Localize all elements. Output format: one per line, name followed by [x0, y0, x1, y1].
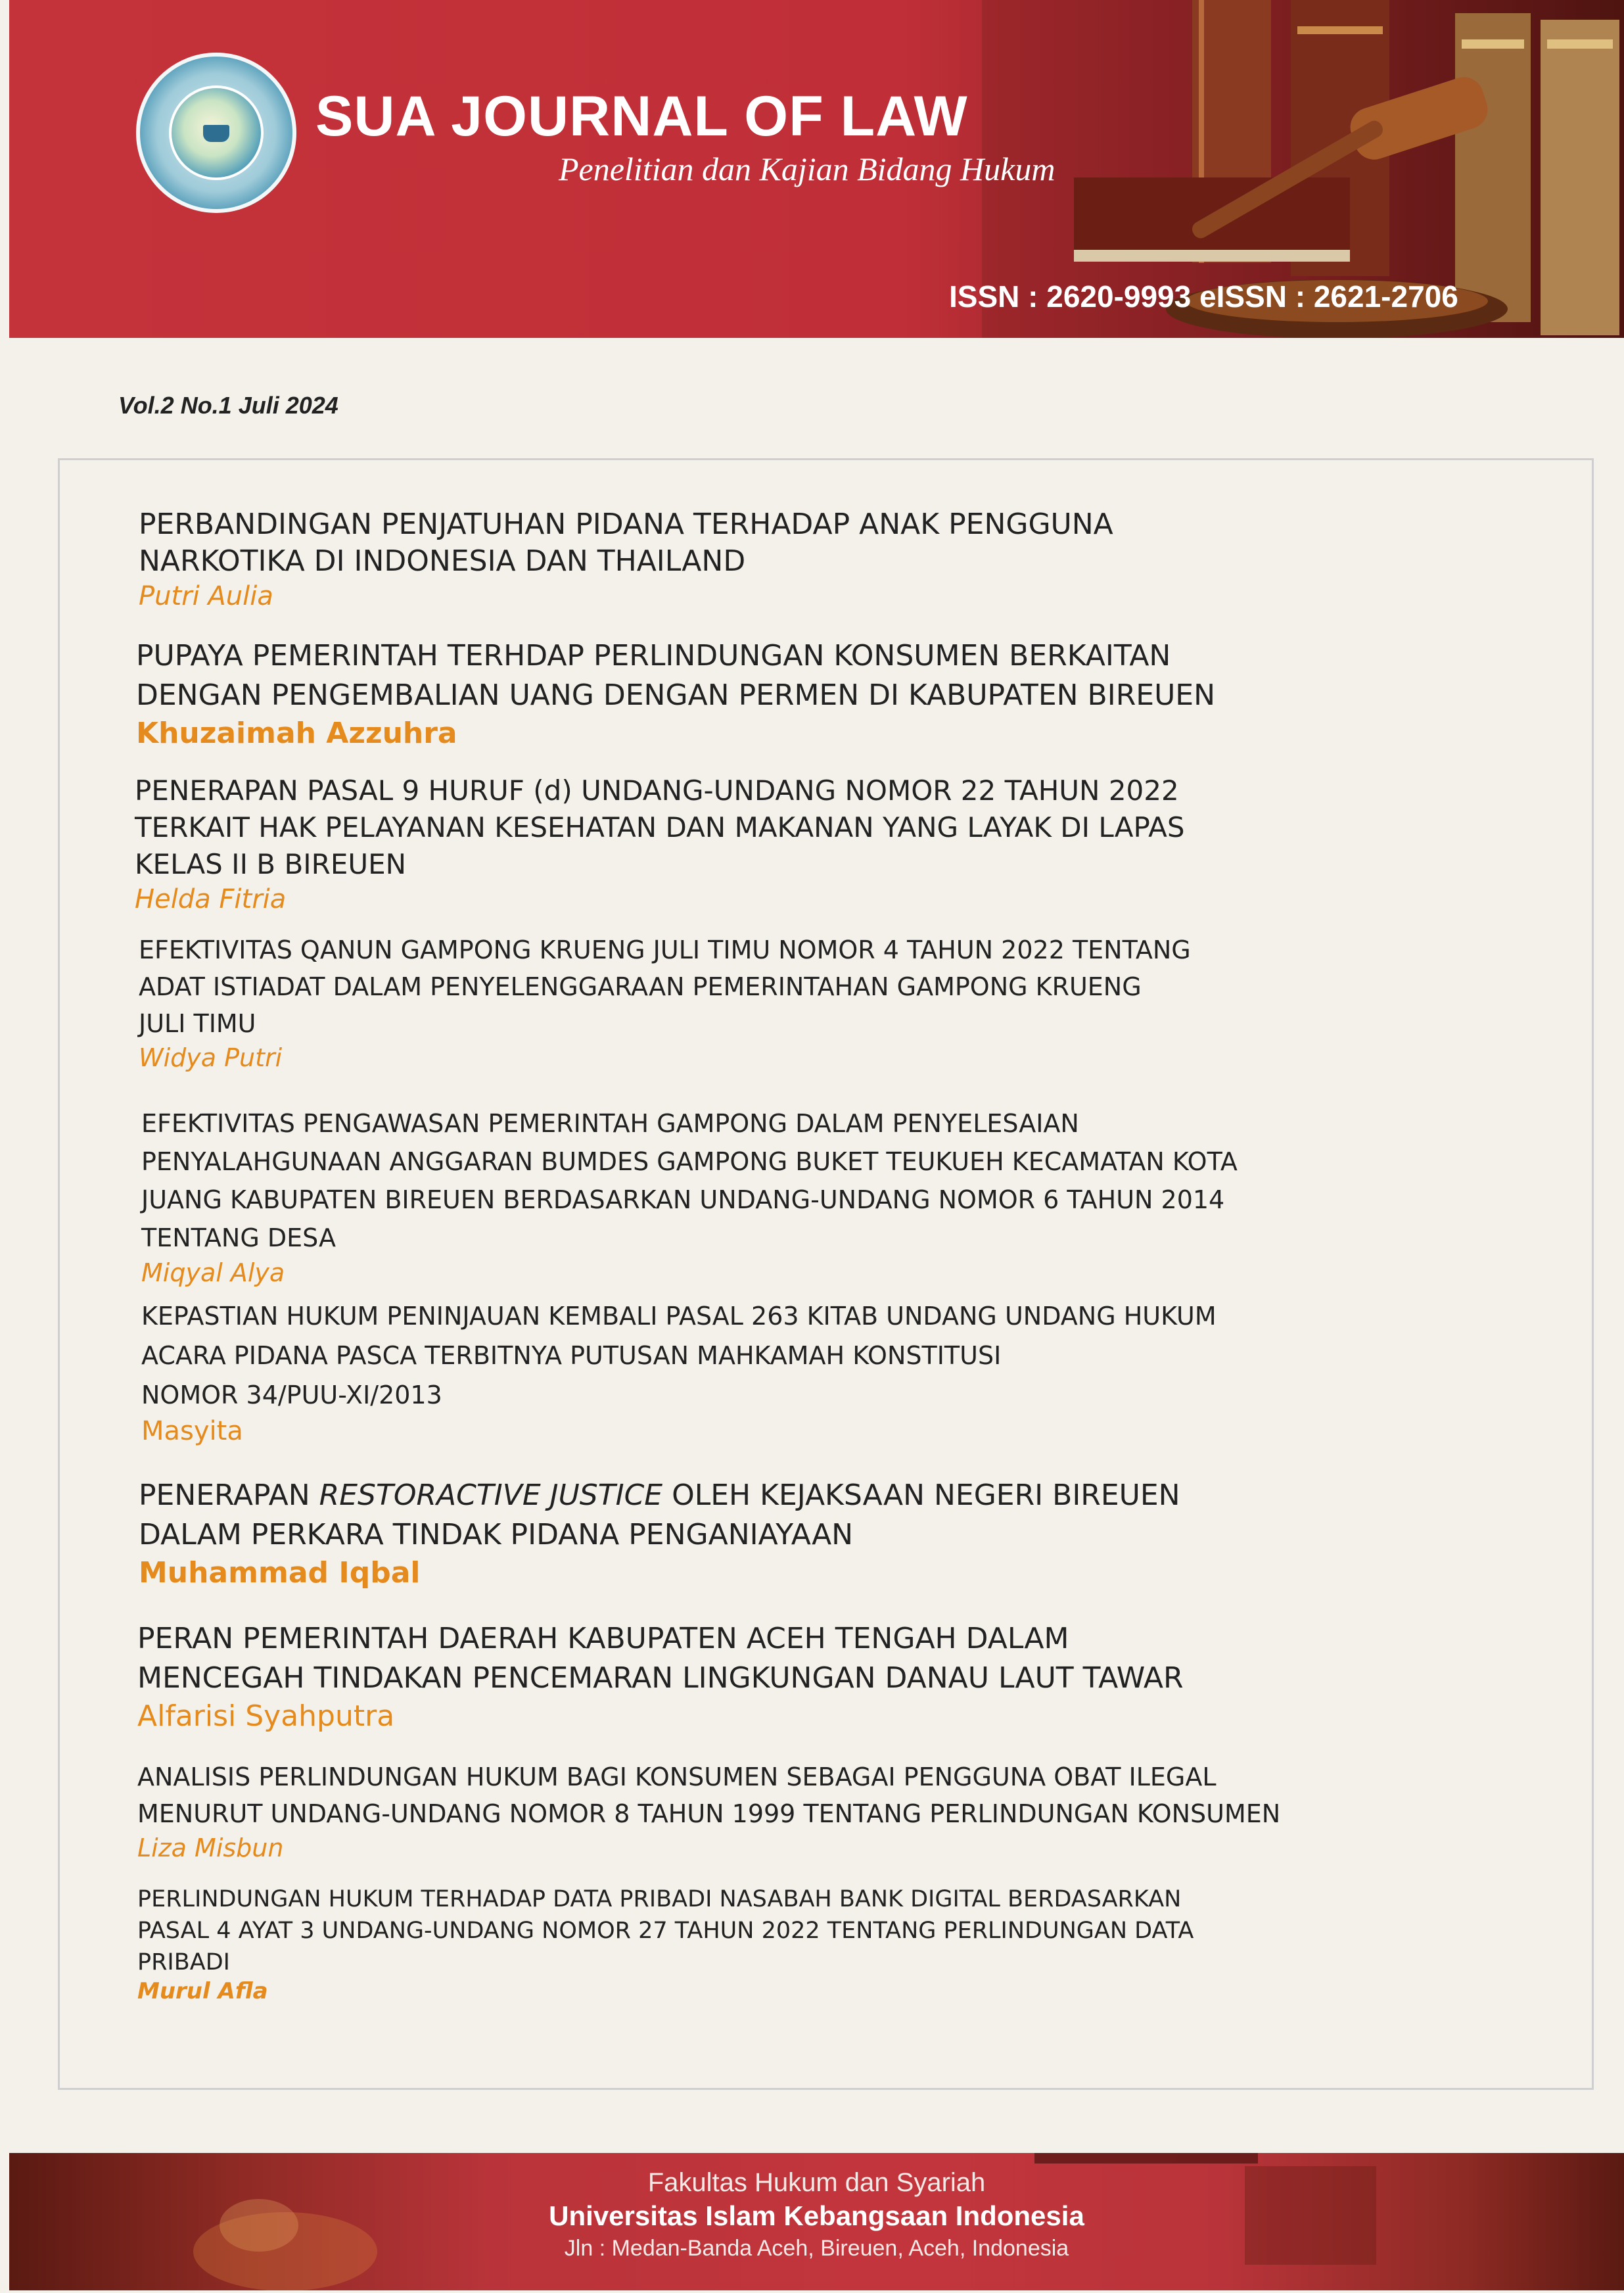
article-title: [141, 1104, 1238, 1257]
issn-label: ISSN : 2620-9993 eISSN : 2621-2706: [949, 279, 1458, 314]
article-author: Putri Aulia: [139, 581, 273, 611]
table-of-contents: [58, 458, 1594, 2090]
article-title-line: TERKAIT HAK PELAYANAN KESEHATAN DAN MAKANAN YANG LAYAK DI LAPAS: [135, 811, 1185, 843]
article-title: [139, 1476, 1180, 1555]
article-title-line: KELAS II B BIREUEN: [135, 848, 407, 880]
institution-address: Jln : Medan-Banda Aceh, Bireuen, Aceh, Indonesia: [564, 2236, 1069, 2261]
university-name: Universitas Islam Kebangsaan Indonesia: [549, 2200, 1084, 2231]
article-author: Murul Afla: [137, 1978, 268, 2004]
article-title-line: PUPAYA PEMERINTAH TERHDAP PERLINDUNGAN KONSUMEN BERKAITAN: [136, 639, 1171, 673]
article-title-line: ADAT ISTIADAT DALAM PENYELENGGARAAN PEMERINTAHAN GAMPONG KRUENG: [139, 972, 1142, 1001]
article-title: [137, 1619, 1184, 1698]
article-author: Liza Misbun: [137, 1833, 284, 1862]
article-author: Alfarisi Syahputra: [137, 1699, 395, 1733]
article-title-line: JULI TIMU: [139, 1009, 256, 1038]
article-author: Muhammad Iqbal: [139, 1556, 421, 1590]
article-author: Widya Putri: [139, 1043, 283, 1072]
article-title-line: JUANG KABUPATEN BIREUEN BERDASARKAN UNDANG-UNDANG NOMOR 6 TAHUN 2014: [141, 1185, 1225, 1214]
seal-globe-icon: [169, 85, 264, 180]
article-title-line: DENGAN PENGEMBALIAN UANG DENGAN PERMEN DI KABUPATEN BIREUEN: [136, 678, 1215, 712]
article-title: [135, 772, 1185, 883]
article-entry: [135, 772, 1185, 914]
article-title-line: PASAL 4 AYAT 3 UNDANG-UNDANG NOMOR 27 TAHUN 2022 TENTANG PERLINDUNGAN DATA: [137, 1918, 1194, 1944]
article-title-italic-part: RESTORACTIVE JUSTICE: [319, 1478, 663, 1512]
article-title-line: TENTANG DESA: [141, 1223, 336, 1252]
article-entry: [137, 1619, 1184, 1733]
article-title: [137, 1759, 1280, 1832]
article-title-line: NARKOTIKA DI INDONESIA DAN THAILAND: [139, 544, 746, 578]
article-title-line: MENURUT UNDANG-UNDANG NOMOR 8 TAHUN 1999 TENTANG PERLINDUNGAN KONSUMEN: [137, 1799, 1281, 1828]
footer-institution: [9, 2166, 1624, 2263]
article-author: Masyita: [141, 1416, 243, 1446]
article-entry: [137, 1883, 1194, 2004]
article-title-line: EFEKTIVITAS QANUN GAMPONG KRUENG JULI TIMU NOMOR 4 TAHUN 2022 TENTANG: [139, 935, 1191, 964]
journal-title: SUA JOURNAL OF LAW: [315, 85, 968, 148]
issue-volume: Vol.2 No.1 Juli 2024: [118, 392, 338, 419]
article-title-part: PENERAPAN: [139, 1478, 319, 1512]
seal-book-icon: [203, 125, 229, 142]
article-title: [137, 1883, 1194, 1978]
article-title-line: PERBANDINGAN PENJATUHAN PIDANA TERHADAP ANAK PENGGUNA: [139, 508, 1113, 541]
article-title-line: ACARA PIDANA PASCA TERBITNYA PUTUSAN MAHKAMAH KONSTITUSI: [141, 1341, 1002, 1370]
article-title-line: ANALISIS PERLINDUNGAN HUKUM BAGI KONSUMEN SEBAGAI PENGGUNA OBAT ILEGAL: [137, 1762, 1217, 1791]
article-title-line: [139, 1476, 1180, 1515]
article-entry: [139, 932, 1191, 1072]
article-author: Khuzaimah Azzuhra: [136, 717, 457, 750]
article-title-line: PERAN PEMERINTAH DAERAH KABUPATEN ACEH TENGAH DALAM: [137, 1622, 1069, 1655]
article-title-line: NOMOR 34/PUU-XI/2013: [141, 1381, 442, 1409]
article-title-line: PERLINDUNGAN HUKUM TERHADAP DATA PRIBADI NASABAH BANK DIGITAL BERDASARKAN: [137, 1886, 1182, 1912]
article-title: [139, 932, 1191, 1042]
page-footer: [9, 2153, 1624, 2290]
article-entry: [136, 636, 1215, 750]
article-title-line: DALAM PERKARA TINDAK PIDANA PENGANIAYAAN: [139, 1518, 854, 1551]
article-title-line: PRIBADI: [137, 1949, 230, 1975]
article-entry: [141, 1104, 1238, 1287]
article-title-part: OLEH KEJAKSAAN NEGERI BIREUEN: [662, 1478, 1180, 1512]
article-author: Helda Fitria: [135, 884, 287, 914]
article-entry: [137, 1759, 1280, 1862]
faculty-name: Fakultas Hukum dan Syariah: [647, 2168, 986, 2197]
article-title-line: PENYALAHGUNAAN ANGGARAN BUMDES GAMPONG BUKET TEUKUEH KECAMATAN KOTA: [141, 1147, 1238, 1176]
article-entry: [139, 506, 1113, 611]
article-title: [139, 506, 1113, 580]
journal-header: [9, 0, 1624, 338]
article-title-line: MENCEGAH TINDAKAN PENCEMARAN LINGKUNGAN DANAU LAUT TAWAR: [137, 1661, 1184, 1695]
journal-subtitle: Penelitian dan Kajian Bidang Hukum: [559, 151, 1056, 187]
article-title-line: EFEKTIVITAS PENGAWASAN PEMERINTAH GAMPONG DALAM PENYELESAIAN: [141, 1109, 1079, 1138]
article-author: Miqyal Alya: [141, 1258, 285, 1287]
article-title: [136, 636, 1215, 715]
article-title: [141, 1296, 1217, 1415]
article-entry: [141, 1296, 1217, 1446]
university-seal-logo: [136, 53, 296, 213]
article-title-line: KEPASTIAN HUKUM PENINJAUAN KEMBALI PASAL 263 KITAB UNDANG UNDANG HUKUM: [141, 1302, 1217, 1331]
article-title-line: PENERAPAN PASAL 9 HURUF (d) UNDANG-UNDANG NOMOR 22 TAHUN 2022: [135, 774, 1179, 807]
article-entry: [139, 1476, 1180, 1590]
